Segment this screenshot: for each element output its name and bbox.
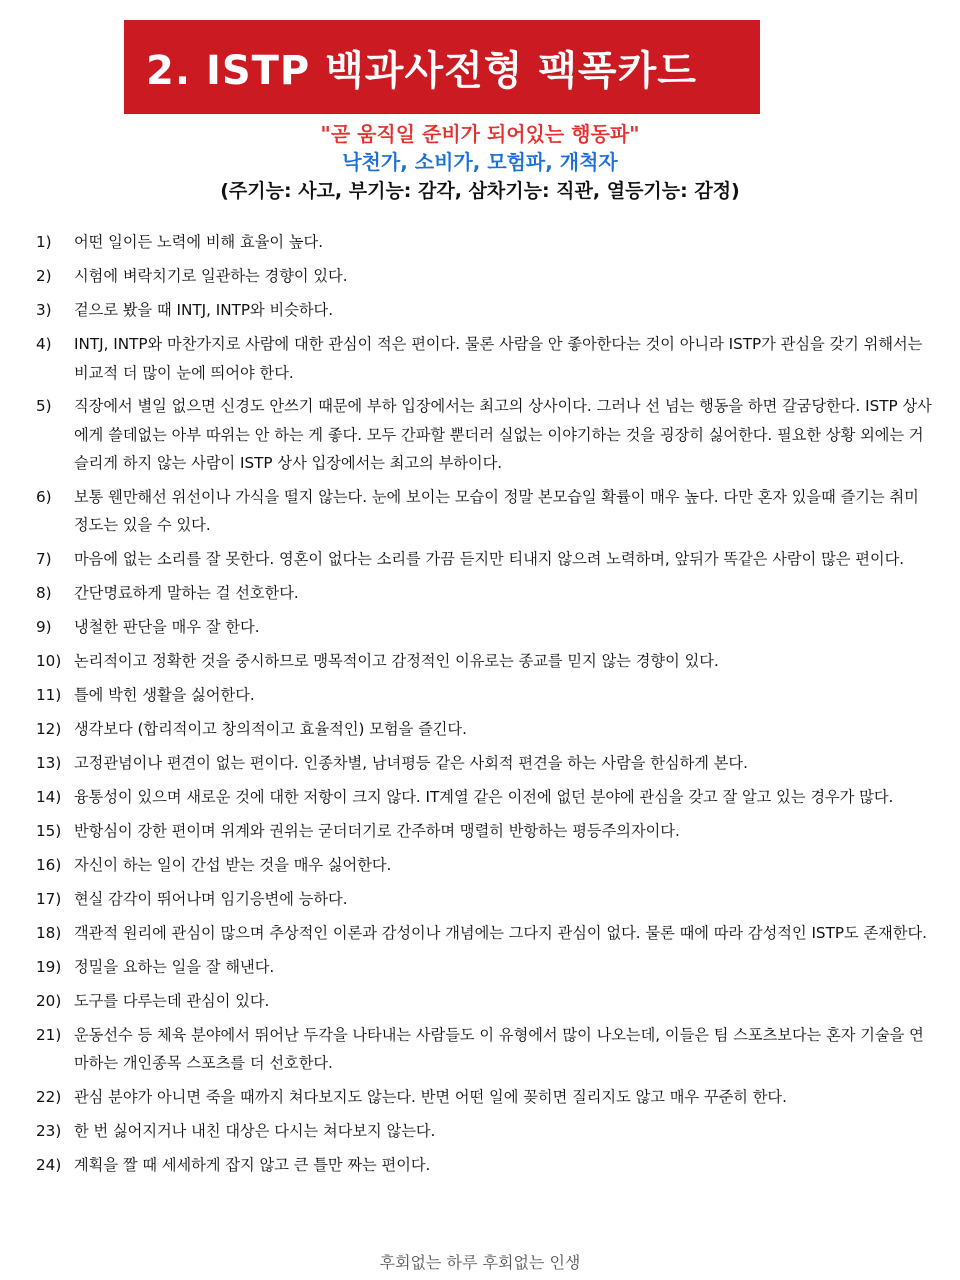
type-nicknames: 낙천가, 소비가, 모험파, 개척자 [342,150,618,174]
item-number: 15) [36,821,62,840]
title-banner [124,20,760,114]
list-item [36,647,936,676]
list-item [36,579,936,608]
list-item [36,885,936,914]
list-item [36,613,936,642]
item-text: 고정관념이나 편견이 없는 편이다. 인종차별, 남녀평등 같은 사회적 편견을 하는 사람을 한심하게 본다. [74,753,748,772]
item-text: 마음에 없는 소리를 잘 못한다. 영혼이 없다는 소리를 가끔 듣지만 티내지 않으려 노력하며, 앞뒤가 똑같은 사람이 많은 편이다. [74,549,905,568]
item-text: 논리적이고 정확한 것을 중시하므로 맹목적이고 감정적인 이유로는 종교를 믿지 않는 경향이 있다. [74,651,719,670]
item-number: 17) [36,889,62,908]
item-text: 한 번 싫어지거나 내친 대상은 다시는 쳐다보지 않는다. [74,1121,436,1140]
item-number: 2) [36,267,52,285]
page-title: 2. ISTP 백과사전형 팩폭카드 [146,47,697,94]
item-number: 4) [36,335,52,353]
item-number: 6) [36,487,52,506]
list-item [36,919,936,948]
list-item [36,851,936,880]
list-item [36,987,936,1016]
list-item [36,749,936,778]
list-item [36,545,936,574]
tagline-quote: "곧 움직일 준비가 되어있는 행동파" [320,122,640,146]
item-text: INTJ, INTP와 마찬가지로 사람에 대한 관심이 적은 편이다. 물론 사람을 안 좋아한다는 것이 아니라 ISTP가 관심을 갖기 위해서는 비교적 더 많이 눈에 띄어야 한다. [74,335,923,382]
item-number: 8) [36,583,52,602]
item-number: 21) [36,1025,62,1044]
list-item [36,483,936,540]
item-text: 융통성이 있으며 새로운 것에 대한 저항이 크지 않다. IT계열 같은 이전에 없던 분야에 관심을 갖고 잘 알고 있는 경우가 많다. [74,787,894,806]
item-number: 13) [36,753,62,772]
item-number: 19) [36,957,62,976]
trait-list [36,228,936,1185]
list-item [36,1083,936,1112]
item-text: 직장에서 별일 없으면 신경도 안쓰기 때문에 부하 입장에서는 최고의 상사이다. 그러나 선 넘는 행동을 하면 갈굼당한다. ISTP 상사에게 쓸데없는 아부 따위는 안 하는 게 좋다. 모두 간파할 뿐더러 실없는 이야기하는 것을 굉장히 싫어한다. 필요한 상황 외에는 거슬리게 하지 않는 사람이 ISTP 상사 입장에서는 최고의 부하이다. [74,397,932,472]
item-number: 11) [36,685,62,704]
item-number: 5) [36,397,52,415]
item-text: 관심 분야가 아니면 죽을 때까지 쳐다보지도 않는다. 반면 어떤 일에 꽂히면 질리지도 않고 매우 꾸준히 한다. [74,1087,787,1106]
item-text: 도구를 다루는데 관심이 있다. [74,991,270,1010]
item-number: 9) [36,617,52,636]
item-text: 시험에 벼락치기로 일관하는 경향이 있다. [74,267,348,285]
item-number: 16) [36,855,62,874]
item-text: 반항심이 강한 편이며 위계와 권위는 굳더더기로 간주하며 맹렬히 반항하는 평등주의자이다. [74,821,680,840]
footer-slogan: 후회없는 하루 후회없는 인생 [379,1253,581,1272]
item-text: 계획을 짤 때 세세하게 잡지 않고 큰 틀만 짜는 편이다. [74,1155,431,1174]
item-text: 간단명료하게 말하는 걸 선호한다. [74,583,299,602]
list-item [36,715,936,744]
item-text: 운동선수 등 체육 분야에서 뛰어난 두각을 나타내는 사람들도 이 유형에서 많이 나오는데, 이들은 팀 스포츠보다는 혼자 기술을 연마하는 개인종목 스포츠를 더 선호한다. [74,1025,924,1072]
item-text: 보통 웬만해선 위선이나 가식을 떨지 않는다. 눈에 보이는 모습이 정말 본모습일 확률이 매우 높다. 다만 혼자 있을때 즐기는 취미 정도는 있을 수 있다. [74,487,919,534]
list-item [36,262,936,291]
list-item [36,330,936,387]
item-number: 12) [36,719,62,738]
list-item [36,953,936,982]
item-text: 자신이 하는 일이 간섭 받는 것을 매우 싫어한다. [74,855,392,874]
item-text: 냉철한 판단을 매우 잘 한다. [74,617,260,636]
item-number: 14) [36,787,62,806]
item-number: 10) [36,651,62,670]
list-item [36,228,936,257]
item-number: 20) [36,991,62,1010]
item-text: 생각보다 (합리적이고 창의적이고 효율적인) 모험을 즐긴다. [74,719,467,738]
item-number: 1) [36,233,52,251]
list-item [36,783,936,812]
item-number: 3) [36,301,52,319]
item-text: 틀에 박힌 생활을 싫어한다. [74,685,255,704]
item-text: 현실 감각이 뛰어나며 임기응변에 능하다. [74,889,348,908]
list-item [36,1151,936,1180]
list-item [36,1021,936,1078]
item-number: 22) [36,1087,62,1106]
list-item [36,681,936,710]
item-number: 24) [36,1155,62,1174]
item-text: 겉으로 봤을 때 INTJ, INTP와 비슷하다. [74,301,334,319]
list-item [36,296,936,325]
item-number: 18) [36,923,62,942]
item-text: 객관적 원리에 관심이 많으며 추상적인 이론과 감성이나 개념에는 그다지 관심이 없다. 물론 때에 따라 감성적인 ISTP도 존재한다. [74,923,928,942]
list-item [36,392,936,478]
item-text: 어떤 일이든 노력에 비해 효율이 높다. [74,233,324,251]
list-item [36,1117,936,1146]
list-item [36,817,936,846]
item-text: 정밀을 요하는 일을 잘 해낸다. [74,957,275,976]
cognitive-functions: (주기능: 사고, 부기능: 감각, 삼차기능: 직관, 열등기능: 감정) [220,180,740,202]
item-number: 7) [36,549,52,568]
item-number: 23) [36,1121,62,1140]
